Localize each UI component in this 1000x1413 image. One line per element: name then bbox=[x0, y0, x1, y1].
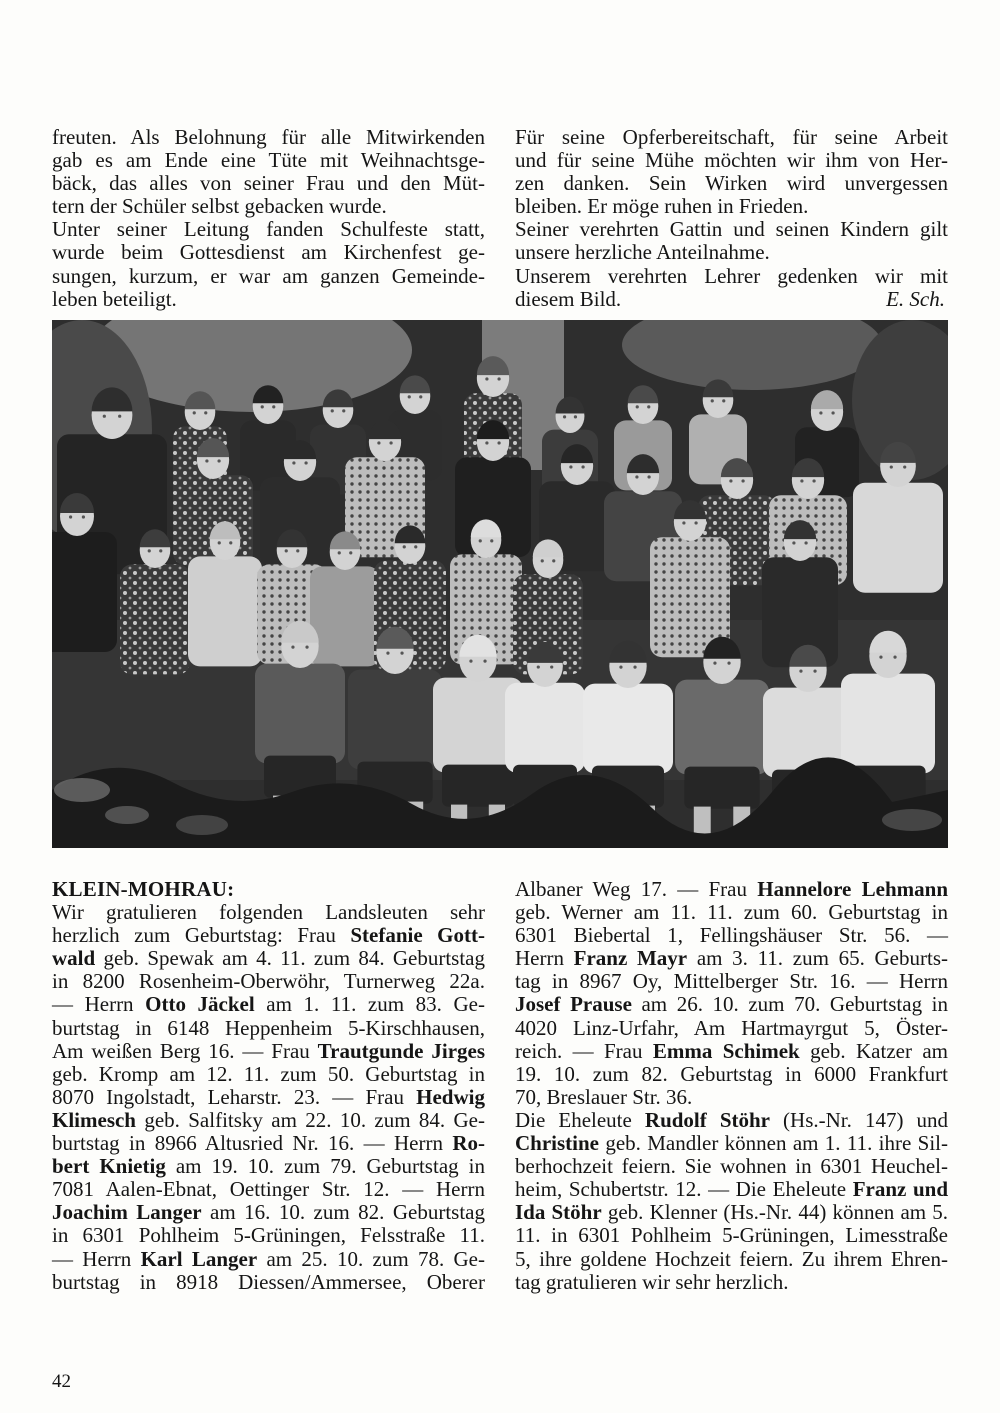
text-line bbox=[52, 1086, 485, 1109]
person-eye bbox=[479, 539, 482, 542]
person-eye bbox=[403, 545, 406, 548]
column-bottom-right bbox=[515, 878, 948, 1294]
person-eye bbox=[569, 465, 572, 468]
person-eye bbox=[729, 479, 732, 482]
person-body bbox=[841, 674, 935, 774]
person-eye bbox=[890, 465, 893, 468]
person-eye bbox=[485, 441, 488, 444]
page-number: 42 bbox=[52, 1371, 71, 1392]
text-segment: burtstag in 6148 Heppenheim 5-Kirschhausen, bbox=[52, 1015, 485, 1040]
person-eye bbox=[285, 549, 288, 552]
text-segment: geb. Klenner (Hs.-Nr. 44) können am 5. bbox=[601, 1200, 949, 1225]
person-eye bbox=[296, 549, 299, 552]
person-eye bbox=[497, 441, 500, 444]
person-eye bbox=[469, 660, 472, 663]
text-segment: Herrn bbox=[515, 946, 574, 971]
bold-name: Stefanie Gott- bbox=[350, 923, 486, 948]
text-line: bäck, das alles von seiner Frau und den Müt- bbox=[52, 171, 485, 196]
person-eye bbox=[903, 465, 906, 468]
text-line bbox=[52, 1178, 485, 1201]
person-eye bbox=[159, 549, 162, 552]
text-segment: geb. Werner am 11. 11. zum 60. Geburtstag in bbox=[515, 900, 948, 925]
person-eye bbox=[741, 479, 744, 482]
person-eye bbox=[804, 541, 807, 544]
text-line: sungen, kurzum, er war am ganzen Gemeinde- bbox=[52, 263, 485, 288]
person-eye bbox=[217, 459, 220, 462]
person-eye bbox=[272, 405, 275, 408]
column-top-right bbox=[515, 126, 948, 311]
text-segment: 11. in 6301 Pohlheim 5-Grüningen, Limesstraße bbox=[515, 1223, 948, 1248]
person-eye bbox=[148, 549, 151, 552]
bold-name: Franz Mayr bbox=[573, 946, 688, 971]
person-eye bbox=[291, 646, 294, 649]
person-eye bbox=[800, 479, 803, 482]
person-eye bbox=[552, 559, 555, 562]
text-segment: 5, ihre goldene Hochzeit feiern. Zu ihrem Ehren- bbox=[515, 1246, 948, 1271]
text-line bbox=[515, 1155, 948, 1178]
person-eye bbox=[305, 646, 308, 649]
person-eye bbox=[711, 399, 714, 402]
person-eye bbox=[193, 411, 196, 414]
text-segment: — Herrn bbox=[52, 992, 146, 1017]
person-body bbox=[505, 683, 585, 773]
text-line bbox=[52, 901, 485, 924]
text-segment: geb. Salfitsky am 22. 10. zum 84. Ge- bbox=[136, 1107, 485, 1132]
text-line bbox=[515, 1017, 948, 1040]
text-segment: Albaner Weg 17. — Frau bbox=[515, 877, 758, 901]
person-eye bbox=[722, 399, 725, 402]
text-line bbox=[52, 1201, 485, 1224]
person-body bbox=[52, 532, 117, 652]
text-segment: 6301 Biebertal 1, Fellingshäuser Str. 56. — bbox=[515, 923, 948, 948]
person-eye bbox=[812, 479, 815, 482]
person-eye bbox=[633, 666, 636, 669]
bold-name: wald bbox=[52, 946, 96, 971]
text-segment: am 1. 11. zum 83. Ge- bbox=[254, 992, 485, 1017]
text-segment: am 3. 11. zum 65. Geburts- bbox=[687, 946, 948, 971]
text-segment: Wir gratulieren folgenden Landsleuten sehr bbox=[52, 900, 485, 925]
text-line: und für seine Mühe möchten wir ihm von Her- bbox=[515, 148, 948, 173]
text-line: Seiner verehrten Gattin und seinen Kindern gilt bbox=[515, 217, 948, 242]
class-photo-image bbox=[52, 320, 948, 848]
person-body bbox=[255, 664, 345, 764]
person-eye bbox=[879, 656, 882, 659]
text-line: freuten. Als Belohnung für alle Mitwirkenden bbox=[52, 125, 485, 149]
text-segment: 4020 Linz-Urfahr, Am Hartmayrgut 5, Öster- bbox=[515, 1015, 948, 1040]
text-segment: in 8200 Rosenheim-Oberwöhr, Turnerweg 22a. bbox=[52, 969, 485, 994]
text-line bbox=[515, 1086, 948, 1109]
person-eye bbox=[550, 665, 553, 668]
text-segment: am 25. 10. zum 78. Ge- bbox=[257, 1246, 485, 1271]
text-line bbox=[515, 1224, 948, 1247]
text-segment: am 19. 10. zum 79. Geburtstag in bbox=[165, 1154, 485, 1179]
text-line: leben beteiligt. bbox=[52, 286, 177, 311]
text-line bbox=[515, 1178, 948, 1201]
bold-name: Josef Prause bbox=[515, 992, 632, 1017]
person-eye bbox=[694, 521, 697, 524]
text-segment: geb. Spewak am 4. 11. zum 84. Geburtstag bbox=[95, 946, 485, 971]
text-line bbox=[515, 1132, 948, 1155]
person-eye bbox=[218, 541, 221, 544]
text-segment: tag gratulieren wir sehr herzlich. bbox=[515, 1269, 789, 1294]
text-segment: 19. 10. zum 82. Geburtstag in 6000 Frankfurt bbox=[515, 1061, 948, 1086]
text-line bbox=[515, 1063, 948, 1086]
text-segment: — Herrn bbox=[52, 1246, 141, 1271]
text-line: tern der Schüler selbst gebacken wurde. bbox=[52, 194, 387, 219]
text-line bbox=[52, 924, 485, 947]
bold-name: Franz und bbox=[852, 1177, 949, 1202]
person-eye bbox=[400, 652, 403, 655]
text-line bbox=[515, 901, 948, 924]
bold-name: Emma Schimek bbox=[652, 1038, 800, 1063]
person-eye bbox=[619, 666, 622, 669]
text-segment: 8070 Ingolstadt, Leharstr. 23. — Frau bbox=[52, 1084, 417, 1109]
bold-name: Otto Jäckel bbox=[145, 992, 255, 1017]
person-shorts bbox=[442, 765, 514, 807]
section-heading: KLEIN-MOHRAU: bbox=[52, 877, 235, 901]
text-segment: am 26. 10. zum 70. Geburtstag in bbox=[631, 992, 948, 1017]
person-eye bbox=[490, 539, 493, 542]
column-bottom-left bbox=[52, 878, 485, 1294]
person-eye bbox=[497, 377, 500, 380]
text-line bbox=[52, 1063, 485, 1086]
person-eye bbox=[727, 662, 730, 665]
text-line bbox=[515, 1109, 948, 1132]
person-eye bbox=[537, 665, 540, 668]
person-eye bbox=[304, 461, 307, 464]
text-segment: am 16. 10. zum 82. Geburtstag bbox=[201, 1200, 486, 1225]
bold-name: Hannelore Lehmann bbox=[757, 877, 948, 901]
person-eye bbox=[647, 405, 650, 408]
text-line bbox=[52, 1224, 485, 1247]
person-eye bbox=[349, 551, 352, 554]
person-eye bbox=[485, 377, 488, 380]
person-body bbox=[120, 564, 190, 674]
text-segment: 7081 Aalen-Ebnat, Oettinger Str. 12. — Herrn bbox=[52, 1177, 485, 1202]
text-line: Unter seiner Leitung fanden Schulfeste statt, bbox=[52, 217, 485, 242]
person-eye bbox=[792, 541, 795, 544]
person-eye bbox=[408, 395, 411, 398]
person-eye bbox=[647, 475, 650, 478]
text-line: wurde beim Gottesdienst am Kirchenfest ge- bbox=[52, 240, 485, 265]
text-line bbox=[515, 947, 948, 970]
person-body bbox=[188, 556, 262, 666]
person-eye bbox=[831, 411, 834, 414]
text-segment: herzlich zum Geburtstag: Frau bbox=[52, 923, 351, 948]
bold-name: Christine bbox=[515, 1131, 599, 1156]
bold-name: Joachim Langer bbox=[52, 1200, 202, 1225]
text-segment: (Hs.-Nr. 147) und bbox=[770, 1107, 948, 1132]
person-eye bbox=[799, 670, 802, 673]
person-eye bbox=[82, 515, 85, 518]
text-line: bleiben. Er möge ruhen in Frieden. bbox=[515, 194, 809, 219]
bold-name: Hedwig bbox=[416, 1084, 485, 1109]
person-eye bbox=[342, 409, 345, 412]
bold-name: Rudolf Stöhr bbox=[644, 1107, 770, 1132]
bold-name: Ro- bbox=[452, 1131, 485, 1156]
person-eye bbox=[574, 415, 577, 418]
text-line bbox=[515, 924, 948, 947]
text-line bbox=[515, 1248, 948, 1271]
bold-name: Klimesch bbox=[52, 1107, 136, 1132]
text-segment: diesem Bild. bbox=[515, 286, 622, 311]
text-line bbox=[52, 1017, 485, 1040]
bold-name: Trautgunde Jirges bbox=[317, 1038, 486, 1063]
person-eye bbox=[389, 441, 392, 444]
text-line bbox=[515, 993, 948, 1016]
text-line bbox=[52, 1155, 485, 1178]
text-line bbox=[52, 1109, 485, 1132]
text-line bbox=[52, 1132, 485, 1155]
person-eye bbox=[205, 459, 208, 462]
person-body bbox=[583, 684, 673, 774]
person-eye bbox=[331, 409, 334, 412]
text-segment: burtstag in 8966 Altusried Nr. 16. — Herrn bbox=[52, 1131, 453, 1156]
text-line bbox=[52, 1040, 485, 1063]
text-segment: tag in 8967 Oy, Mittelberger Str. 16. — Herrn bbox=[515, 969, 948, 994]
text-segment: burtstag in 8918 Diessen/Ammersee, Oberer bbox=[52, 1269, 485, 1294]
text-segment: in 6301 Pohlheim 5-Grüningen, Felsstraße 11. bbox=[52, 1223, 485, 1248]
person-eye bbox=[229, 541, 232, 544]
person-eye bbox=[483, 660, 486, 663]
text-line bbox=[52, 993, 485, 1016]
person-eye bbox=[563, 415, 566, 418]
text-line: zen danken. Sein Wirken wird unvergessen bbox=[515, 171, 948, 196]
person-eye bbox=[414, 545, 417, 548]
person-eye bbox=[386, 652, 389, 655]
bold-name: Karl Langer bbox=[140, 1246, 258, 1271]
text-segment: geb. Kromp am 12. 11. zum 50. Geburtstag in bbox=[52, 1061, 485, 1086]
text-segment: reich. — Frau bbox=[515, 1038, 653, 1063]
column-top-left bbox=[52, 126, 485, 311]
bold-name: bert Knietig bbox=[52, 1154, 166, 1179]
person-eye bbox=[819, 411, 822, 414]
class-photo bbox=[52, 320, 948, 848]
person-eye bbox=[261, 405, 264, 408]
person-eye bbox=[118, 415, 121, 418]
person-eye bbox=[204, 411, 207, 414]
text-line: Unserem verehrten Lehrer gedenken wir mit bbox=[515, 263, 948, 288]
text-segment: geb. Katzer am bbox=[799, 1038, 948, 1063]
person-shorts bbox=[684, 767, 759, 809]
person-eye bbox=[635, 475, 638, 478]
text-segment: berhochzeit feiern. Sie wohnen in 6301 Heuchel- bbox=[515, 1154, 948, 1179]
text-line bbox=[515, 970, 948, 993]
text-segment: geb. Mandler können am 1. 11. ihre Sil- bbox=[599, 1131, 948, 1156]
text-line bbox=[52, 1248, 485, 1271]
person-eye bbox=[636, 405, 639, 408]
person-body bbox=[675, 680, 769, 775]
person-eye bbox=[541, 559, 544, 562]
text-line bbox=[515, 1271, 948, 1294]
bold-name: Ida Stöhr bbox=[515, 1200, 602, 1225]
text-line bbox=[52, 947, 485, 970]
author-signature: E. Sch. bbox=[886, 286, 945, 311]
person-eye bbox=[813, 670, 816, 673]
person-body bbox=[348, 670, 442, 770]
text-line: unsere herzliche Anteilnahme. bbox=[515, 240, 770, 265]
text-line bbox=[52, 970, 485, 993]
text-segment: 70, Breslauer Str. 36. bbox=[515, 1084, 693, 1109]
text-line bbox=[515, 1201, 948, 1224]
text-line bbox=[515, 1040, 948, 1063]
person-eye bbox=[103, 415, 106, 418]
person-eye bbox=[338, 551, 341, 554]
person-eye bbox=[581, 465, 584, 468]
text-line bbox=[515, 878, 948, 901]
text-segment: heim, Schubertstr. 12. — Die Eheleute bbox=[515, 1177, 853, 1202]
person-body bbox=[853, 483, 943, 593]
text-line: Für seine Opferbereitschaft, für seine Arbeit bbox=[515, 125, 948, 149]
text-segment: Am weißen Berg 16. — Frau bbox=[52, 1038, 318, 1063]
person-eye bbox=[69, 515, 72, 518]
text-segment: Die Eheleute bbox=[515, 1107, 645, 1132]
person-eye bbox=[419, 395, 422, 398]
person-body bbox=[310, 566, 380, 666]
text-line: gab es am Ende eine Tüte mit Weihnachtsge- bbox=[52, 148, 485, 173]
person-eye bbox=[682, 521, 685, 524]
person-eye bbox=[893, 656, 896, 659]
text-line bbox=[52, 1271, 485, 1294]
text-line bbox=[515, 288, 948, 311]
person-eye bbox=[713, 662, 716, 665]
person-eye bbox=[292, 461, 295, 464]
person-eye bbox=[377, 441, 380, 444]
